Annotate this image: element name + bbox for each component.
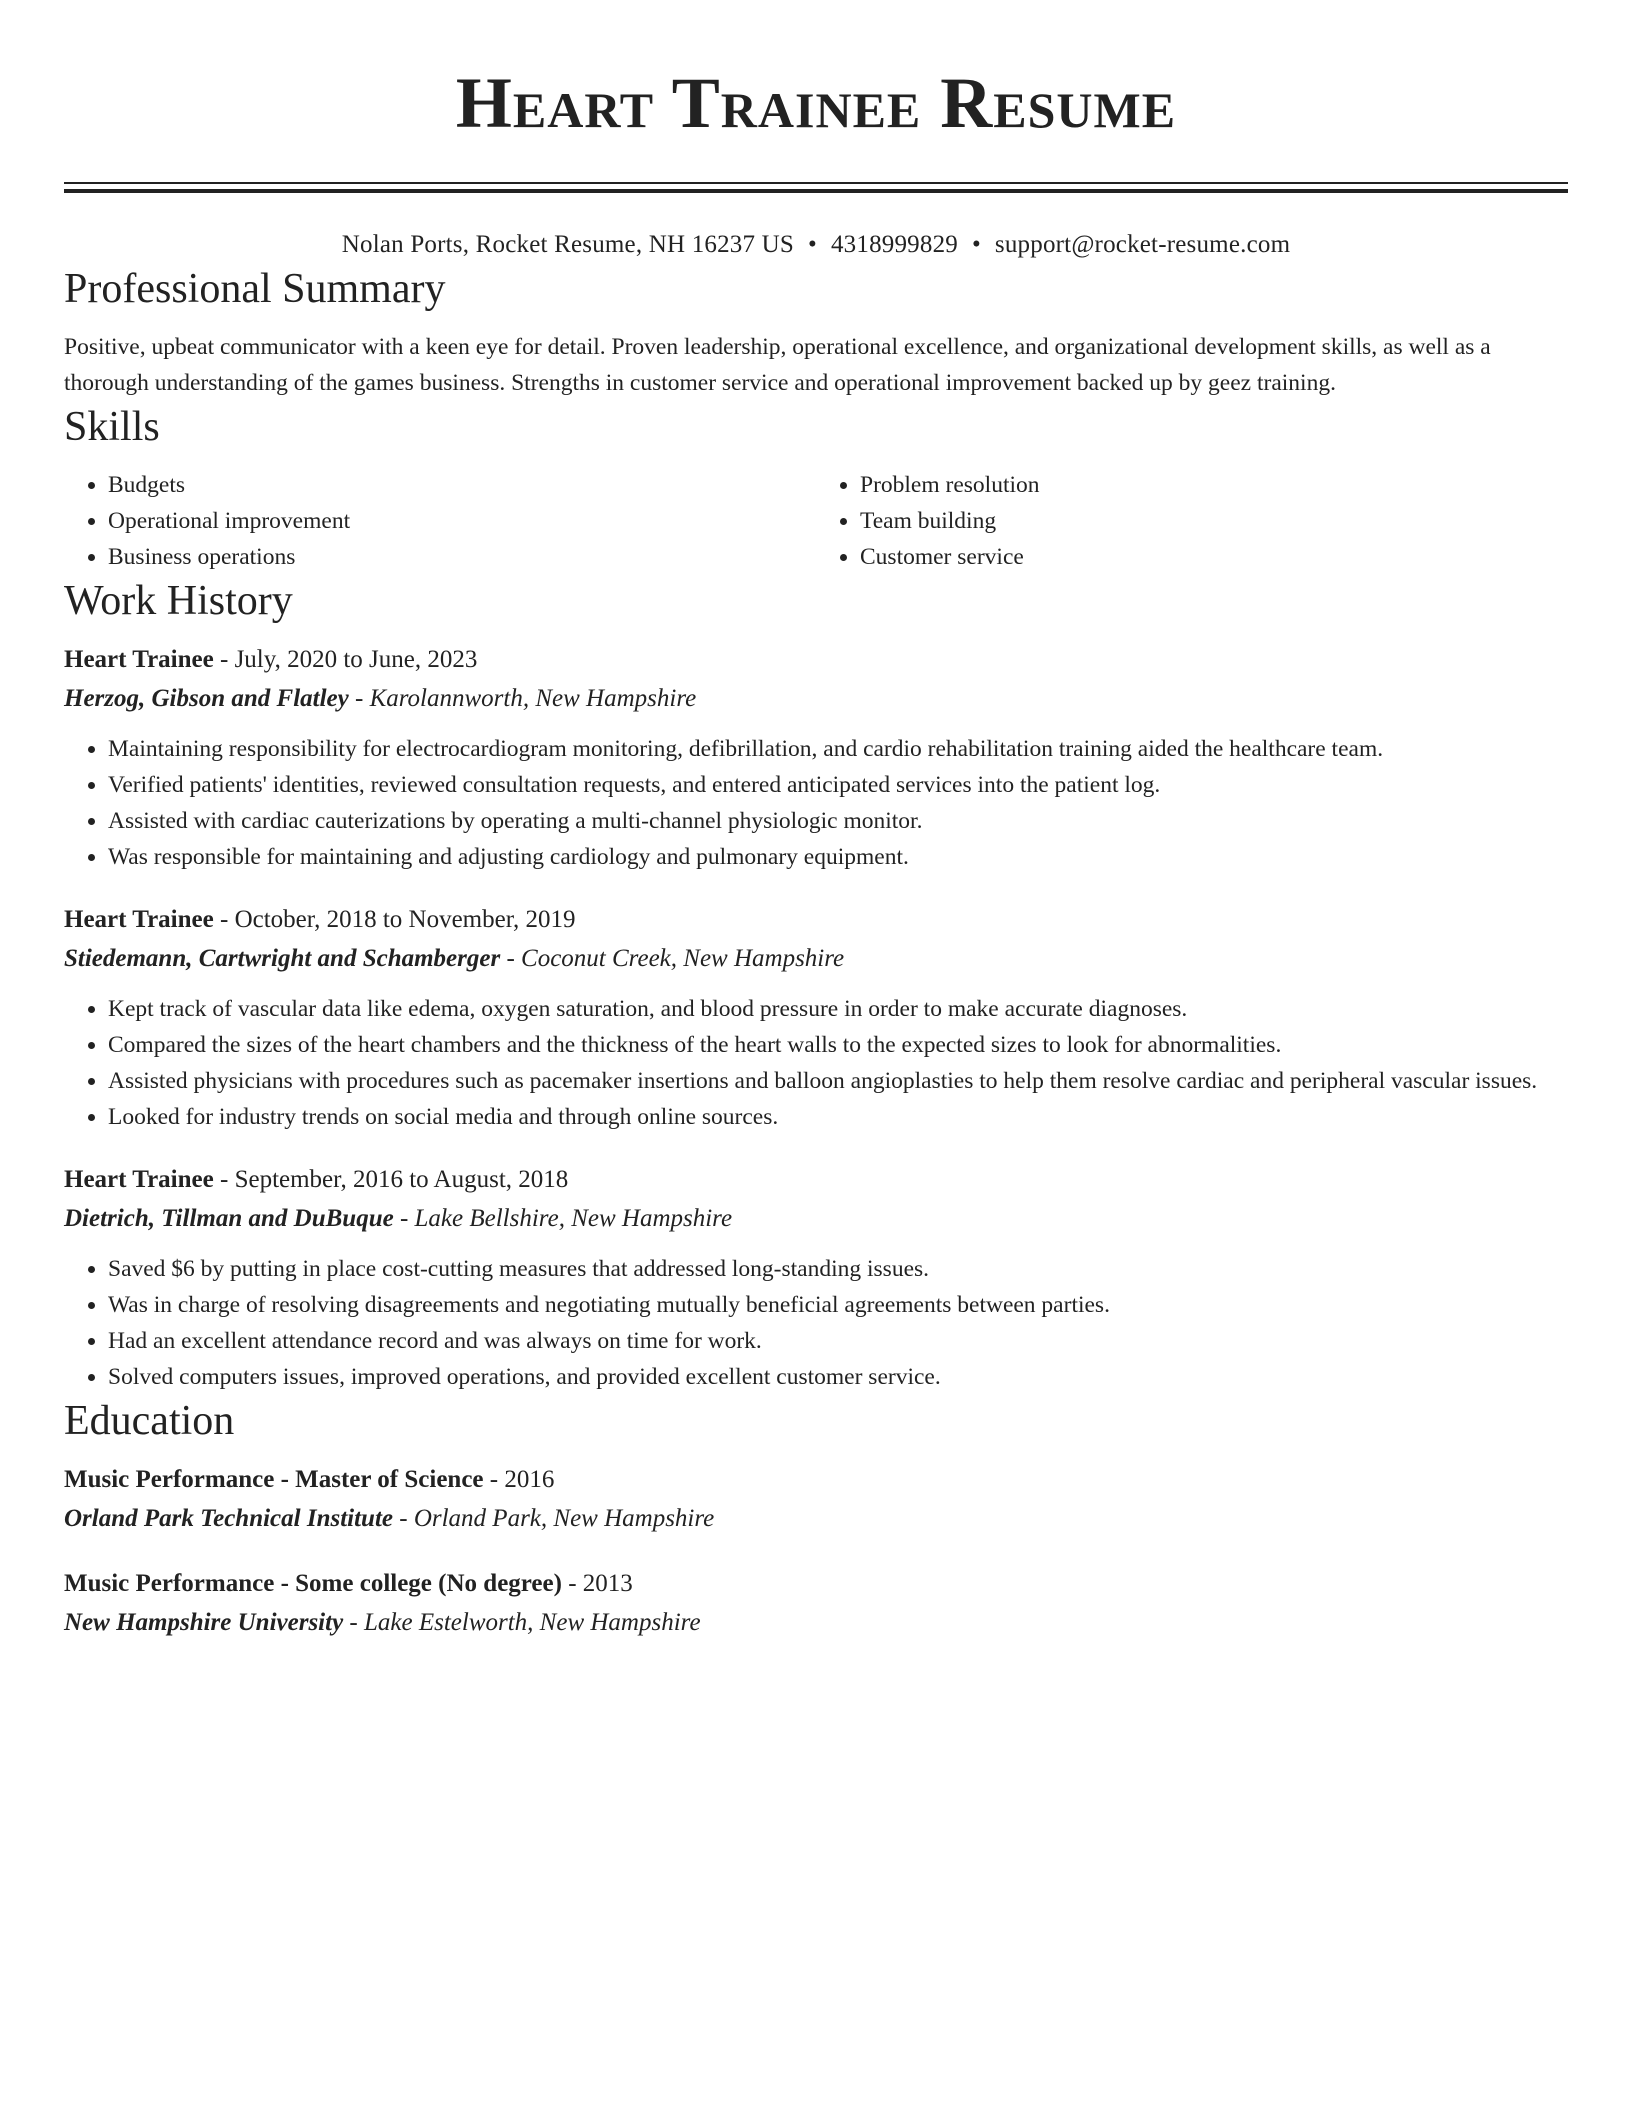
job-location: Coconut Creek, New Hampshire xyxy=(521,945,845,972)
dash: - xyxy=(348,685,370,712)
contact-separator: • xyxy=(971,231,981,258)
education-heading: Education xyxy=(64,1398,235,1444)
dash: - xyxy=(561,1570,583,1597)
education-degree: Music Performance - Some college (No degree) xyxy=(64,1570,562,1597)
job-header xyxy=(64,901,1568,939)
job-location: Karolannworth, New Hampshire xyxy=(369,685,697,712)
job-dates: July, 2020 to June, 2023 xyxy=(234,646,478,673)
job-role: Heart Trainee xyxy=(64,1166,214,1193)
duty-item: • Assisted with cardiac cauterizations by operating a multi-channel physiologic monitor. xyxy=(108,803,1568,839)
contact-separator: • xyxy=(808,231,817,258)
dash: - xyxy=(393,1205,415,1232)
duty-item: • Solved computers issues, improved operations, and provided excellent customer service. xyxy=(108,1359,1568,1395)
job-role: Heart Trainee xyxy=(64,646,214,673)
dash: - xyxy=(213,1166,235,1193)
dash: - xyxy=(500,945,522,972)
dash: - xyxy=(393,1505,414,1532)
skill-item: • Customer service xyxy=(860,539,1568,575)
education-header xyxy=(64,1461,1568,1499)
contact-phone: 4318999829 xyxy=(830,231,958,258)
duty-item: • Assisted physicians with procedures such as pacemaker insertions and balloon angioplasties to help them resolve cardiac and peripheral vascular issues. xyxy=(108,1063,1568,1099)
education-year: 2013 xyxy=(582,1570,633,1597)
education-school: New Hampshire University xyxy=(64,1609,344,1636)
header-divider xyxy=(64,182,1568,193)
job-employer xyxy=(64,1199,1568,1239)
skill-item: • Team building xyxy=(860,503,1568,539)
education-entry xyxy=(64,1461,1568,1539)
job-location: Lake Bellshire, New Hampshire xyxy=(414,1205,733,1232)
summary-heading: Professional Summary xyxy=(64,266,446,312)
job-duties xyxy=(64,1251,1568,1395)
skill-item: • Budgets xyxy=(108,467,816,503)
job-duties xyxy=(64,731,1568,875)
dash: - xyxy=(213,646,235,673)
skill-item: • Operational improvement xyxy=(108,503,816,539)
contact-line xyxy=(64,227,1568,263)
job-role: Heart Trainee xyxy=(64,906,214,933)
skill-item: • Business operations xyxy=(108,539,816,575)
duty-item: • Was responsible for maintaining and adjusting cardiology and pulmonary equipment. xyxy=(108,839,1568,875)
dash: - xyxy=(343,1609,364,1636)
dash: - xyxy=(213,906,235,933)
education-degree: Music Performance - Master of Science xyxy=(64,1466,484,1493)
job-header xyxy=(64,641,1568,679)
education-school: Orland Park Technical Institute xyxy=(64,1505,393,1532)
duty-item: • Saved $6 by putting in place cost-cutting measures that addressed long-standing issues. xyxy=(108,1251,1568,1287)
job-company: Stiedemann, Cartwright and Schamberger xyxy=(64,945,501,972)
dash: - xyxy=(483,1466,505,1493)
resume-title: Heart Trainee Resume xyxy=(455,63,1177,143)
summary-text: Positive, upbeat communicator with a keen eye for detail. Proven leadership, operational excellence, and organizational development skills, as well as a thorough understanding of the games business. Strengths in customer service and operational improvement backed up by geez training. xyxy=(64,334,1491,396)
skills-column-right xyxy=(816,467,1568,575)
job-entry xyxy=(64,1161,1568,1395)
education-location: Orland Park, New Hampshire xyxy=(413,1505,715,1532)
job-entry xyxy=(64,901,1568,1135)
job-header xyxy=(64,1161,1568,1199)
job-employer xyxy=(64,939,1568,979)
duty-item: • Was in charge of resolving disagreements and negotiating mutually beneficial agreements between parties. xyxy=(108,1287,1568,1323)
job-duties xyxy=(64,991,1568,1135)
education-year: 2016 xyxy=(504,1466,555,1493)
education-header xyxy=(64,1565,1568,1603)
skills-list xyxy=(64,467,1568,575)
education-institution xyxy=(64,1603,1568,1643)
job-dates: October, 2018 to November, 2019 xyxy=(234,906,576,933)
duty-item: • Had an excellent attendance record and was always on time for work. xyxy=(108,1323,1568,1359)
contact-address: Nolan Ports, Rocket Resume, NH 16237 US xyxy=(341,231,795,258)
education-institution xyxy=(64,1499,1568,1539)
job-dates: September, 2016 to August, 2018 xyxy=(234,1166,569,1193)
education-entry xyxy=(64,1565,1568,1643)
duty-item: • Compared the sizes of the heart chambers and the thickness of the heart walls to the expected sizes to look for abnormalities. xyxy=(108,1027,1568,1063)
contact-email: support@rocket-resume.com xyxy=(994,231,1291,258)
education-location: Lake Estelworth, New Hampshire xyxy=(364,1609,701,1636)
job-company: Dietrich, Tillman and DuBuque xyxy=(64,1205,394,1232)
duty-item: • Verified patients' identities, reviewed consultation requests, and entered anticipated services into the patient log. xyxy=(108,767,1568,803)
job-company: Herzog, Gibson and Flatley xyxy=(64,685,349,712)
job-entry xyxy=(64,641,1568,875)
duty-item: • Maintaining responsibility for electrocardiogram monitoring, defibrillation, and cardio rehabilitation training aided the healthcare team. xyxy=(108,731,1568,767)
work-history-heading: Work History xyxy=(64,578,293,624)
skill-item: • Problem resolution xyxy=(860,467,1568,503)
duty-item: • Looked for industry trends on social media and through online sources. xyxy=(108,1099,1568,1135)
duty-item: • Kept track of vascular data like edema, oxygen saturation, and blood pressure in order to make accurate diagnoses. xyxy=(108,991,1568,1027)
job-employer xyxy=(64,679,1568,719)
skills-column-left xyxy=(64,467,816,575)
skills-heading: Skills xyxy=(64,404,160,450)
